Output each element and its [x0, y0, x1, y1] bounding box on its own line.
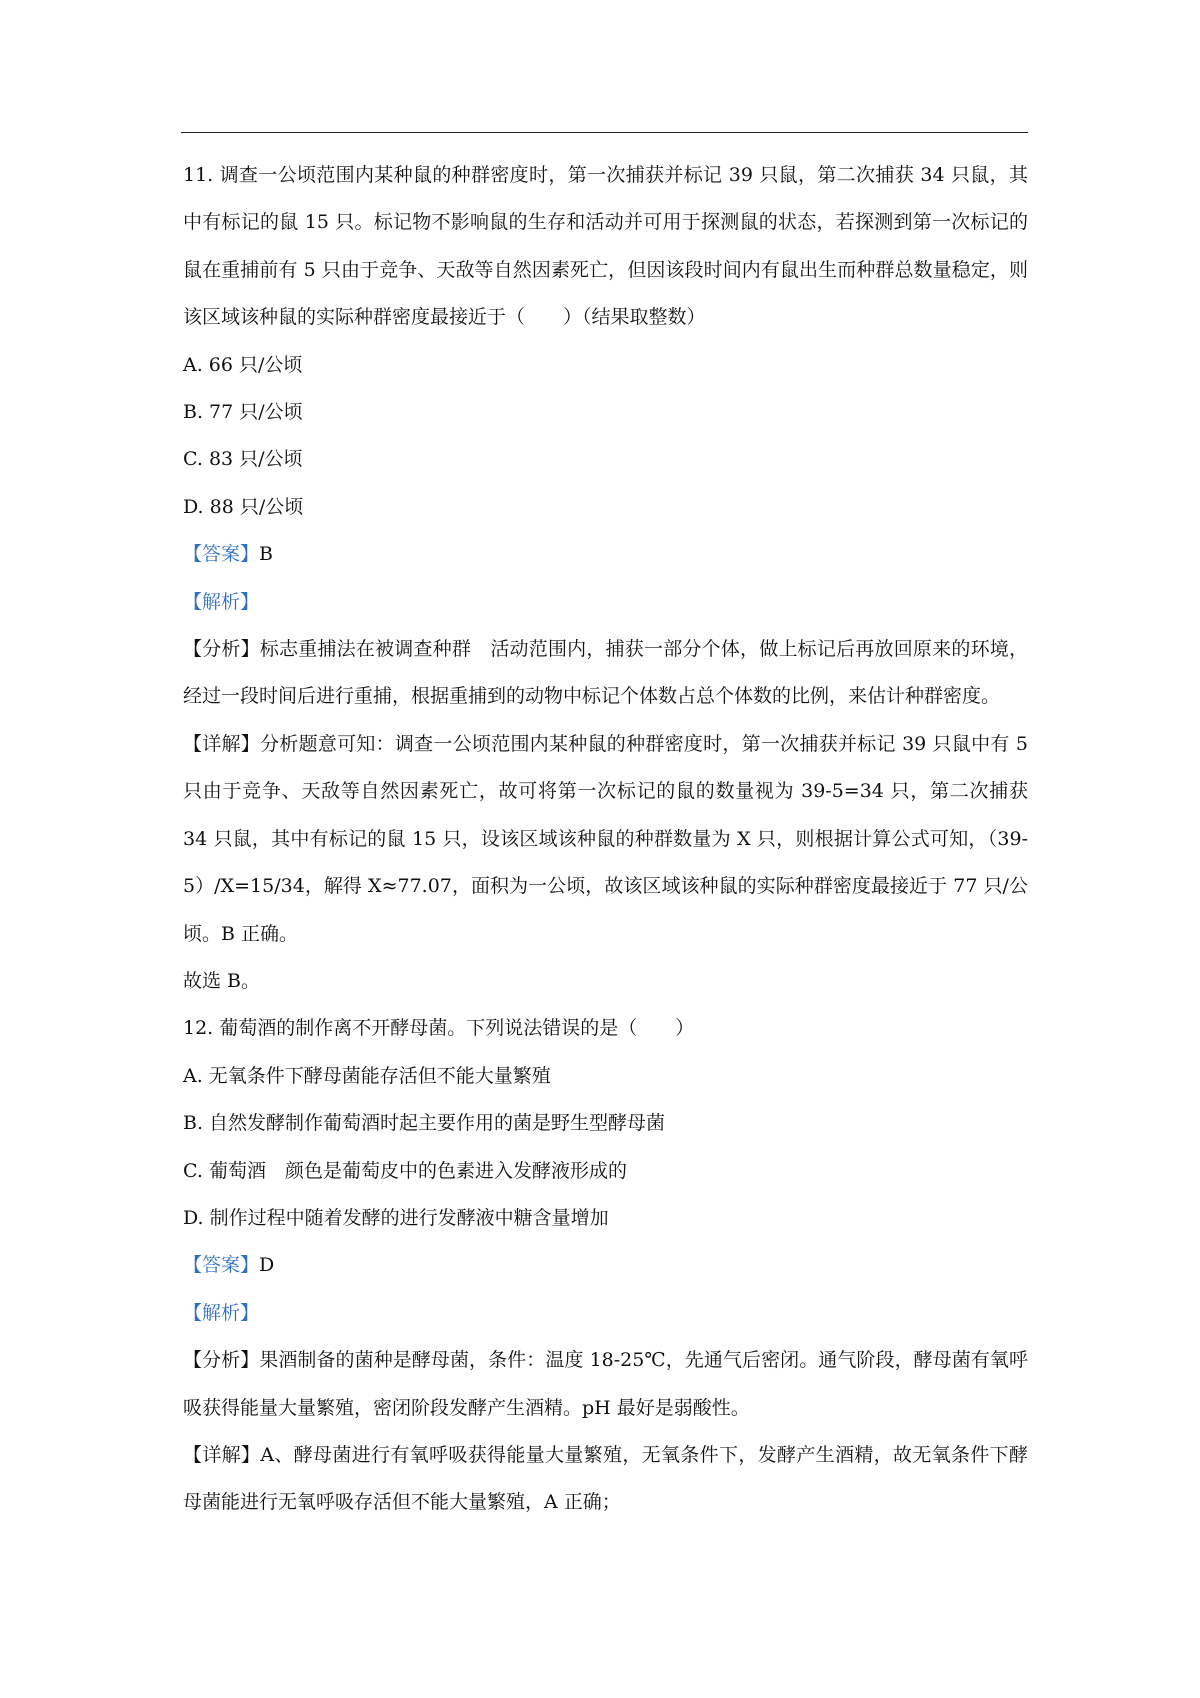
- question-12-option-b: B. 自然发酵制作葡萄酒时起主要作用的菌是野生型酵母菌: [183, 1112, 666, 1135]
- answer-tag: 【答案】: [183, 1254, 260, 1277]
- analysis-tag: 【分析】: [183, 638, 260, 661]
- header-rule: [181, 132, 1028, 133]
- question-11-option-d: D. 88 只/公顷: [183, 495, 304, 518]
- question-12-analysis: [183, 1337, 1028, 1432]
- question-11-analysis: [183, 626, 1028, 721]
- question-12-detail-text: A、酵母菌进行有氧呼吸获得能量大量繁殖，无氧条件下，发酵产生酒精，故无氧条件下酵母菌能进行无氧呼吸存活但不能大量繁殖，A 正确；: [183, 1443, 1028, 1514]
- question-11-conclusion: 故选 B。: [183, 969, 261, 992]
- page-content: [183, 152, 1028, 1527]
- jiexi-tag: 【解析】: [183, 590, 260, 613]
- question-11-answer: B: [259, 543, 273, 566]
- question-12-detail: [183, 1432, 1028, 1527]
- question-11-analysis-text: 标志重捕法在被调查种群 活动范围内，捕获一部分个体，做上标记后再放回原来的环境，经过一段时间后进行重捕，根据重捕到的动物中标记个体数占总个体数的比例，来估计种群密度。: [183, 638, 1028, 708]
- question-11-detail: [183, 721, 1028, 958]
- question-11-jiexi-line: [183, 579, 1028, 626]
- question-12-jiexi-line: [183, 1290, 1028, 1337]
- question-12-option-c: C. 葡萄酒 颜色是葡萄皮中的色素进入发酵液形成的: [183, 1159, 627, 1182]
- question-12-option-a: A. 无氧条件下酵母菌能存活但不能大量繁殖: [183, 1064, 551, 1087]
- detail-tag: 【详解】: [183, 1443, 261, 1466]
- question-11-detail-text: 分析题意可知：调查一公顷范围内某种鼠的种群密度时，第一次捕获并标记 39 只鼠中有 5 只由于竞争、天敌等自然因素死亡，故可将第一次标记的鼠的数量视为 39-5=34 只，第二次捕获 34 只鼠，其中有标记的鼠 15 只，设该区域该种鼠的种群数量为 X 只，则根据计算公式可知，（39-5）/X=15/34，解得 X≈77.07，面积为一公顷，故该区域该种鼠的实际种群密度最接近于 77 只/公顷。B 正确。: [183, 732, 1028, 945]
- question-11-answer-line: [183, 531, 1028, 578]
- question-11-option-b: B. 77 只/公顷: [183, 401, 303, 424]
- question-12-answer-line: [183, 1242, 1028, 1289]
- analysis-tag: 【分析】: [183, 1349, 260, 1372]
- question-11-option-c: C. 83 只/公顷: [183, 448, 303, 471]
- jiexi-tag: 【解析】: [183, 1301, 260, 1324]
- question-12-option-d: D. 制作过程中随着发酵的进行发酵液中糖含量增加: [183, 1206, 609, 1229]
- question-12-answer: D: [259, 1254, 275, 1277]
- answer-tag: 【答案】: [183, 543, 260, 566]
- question-11-option-a: A. 66 只/公顷: [183, 353, 303, 376]
- question-12-stem: 12. 葡萄酒的制作离不开酵母菌。下列说法错误的是（ ）: [183, 1017, 695, 1040]
- detail-tag: 【详解】: [183, 732, 261, 755]
- question-11-stem: 11. 调查一公顷范围内某种鼠的种群密度时，第一次捕获并标记 39 只鼠，第二次捕获 34 只鼠，其中有标记的鼠 15 只。标记物不影响鼠的生存和活动并可用于探测鼠的状态，若探测到第一次标记的鼠在重捕前有 5 只由于竞争、天敌等自然因素死亡，但因该段时间内有鼠出生而种群总数量稳定，则该区域该种鼠的实际种群密度最接近于（ ）（结果取整数）: [183, 164, 1028, 329]
- question-12-analysis-text: 果酒制备的菌种是酵母菌，条件：温度 18-25℃，先通气后密闭。通气阶段，酵母菌有氧呼吸获得能量大量繁殖，密闭阶段发酵产生酒精。pH 最好是弱酸性。: [183, 1349, 1028, 1419]
